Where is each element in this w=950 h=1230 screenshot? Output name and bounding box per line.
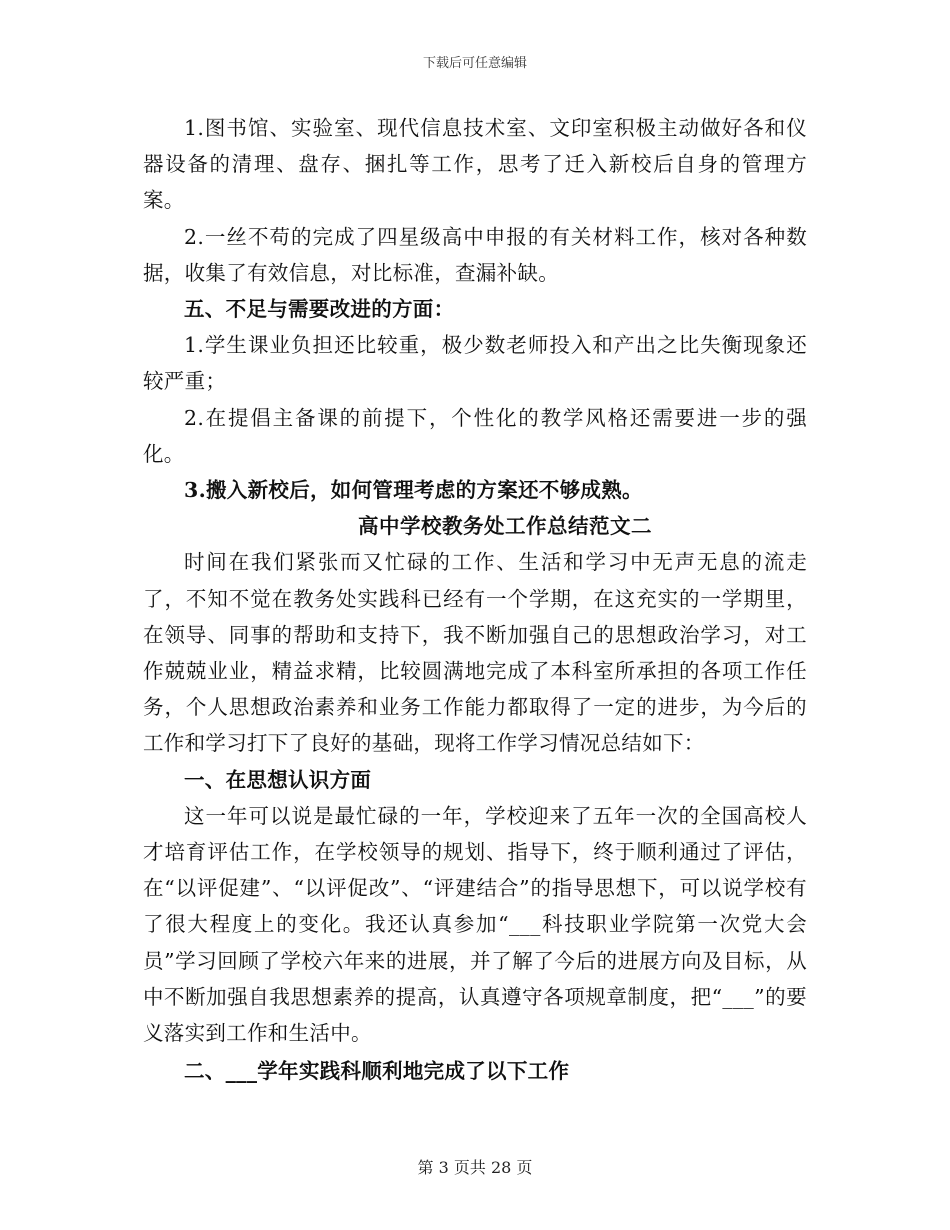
paragraph-evaluation-year: 这一年可以说是最忙碌的一年，学校迎来了五年一次的全国高校人才培育评估工作，在学校领导的规划、指导下，终于顺利通过了评估，在“以评促建”、“以评促改”、“评建结合”的指导思想下，可以说学校有了很大程度上的变化。我还认真参加“___科技职业学院第一次党大会员”学习回顾了学校六年来的进展，并了解了今后的进展方向及目标，从中不断加强自我思想素养的提高，认真遵守各项规章制度，把“___”的要义落实到工作和生活中。 bbox=[143, 803, 807, 1046]
document-body bbox=[143, 110, 807, 1089]
paragraph-student-burden: 1.学生课业负担还比较重，极少数老师投入和产出之比失衡现象还较严重； bbox=[143, 333, 807, 394]
heading-academic-year-work: 二、___学年实践科顺利地完成了以下工作 bbox=[184, 1059, 570, 1084]
paragraph-library-lab: 1.图书馆、实验室、现代信息技术室、文印室积极主动做好各和仪器设备的清理、盘存、捆扎等工作，思考了迁入新校后自身的管理方案。 bbox=[143, 116, 807, 213]
section-title: 高中学校教务处工作总结范文二 bbox=[358, 514, 652, 539]
page-header: 下载后可任意编辑 bbox=[422, 56, 527, 71]
heading-thought-understanding: 一、在思想认识方面 bbox=[184, 767, 372, 792]
heading-shortcomings: 五、不足与需要改进的方面： bbox=[184, 297, 455, 322]
page-footer: 第 3 页共 28 页 bbox=[417, 1158, 533, 1177]
paragraph-four-star-application: 2.一丝不苟的完成了四星级高中申报的有关材料工作，核对各种数据，收集了有效信息，对比标准，查漏补缺。 bbox=[143, 224, 807, 285]
paragraph-new-campus-plan: 3.搬入新校后，如何管理考虑的方案还不够成熟。 bbox=[184, 478, 643, 503]
paragraph-introduction: 时间在我们紧张而又忙碌的工作、生活和学习中无声无息的流走了，不知不觉在教务处实践科已经有一个学期，在这充实的一学期里，在领导、同事的帮助和支持下，我不断加强自己的思想政治学习，对工作兢兢业业，精益求精，比较圆满地完成了本科室所承担的各项工作任务，个人思想政治素养和业务工作能力都取得了一定的进步，为今后的工作和学习打下了良好的基础，现将工作学习情况总结如下： bbox=[143, 550, 807, 756]
paragraph-teaching-style: 2.在提倡主备课的前提下，个性化的教学风格还需要进一步的强化。 bbox=[143, 405, 807, 466]
